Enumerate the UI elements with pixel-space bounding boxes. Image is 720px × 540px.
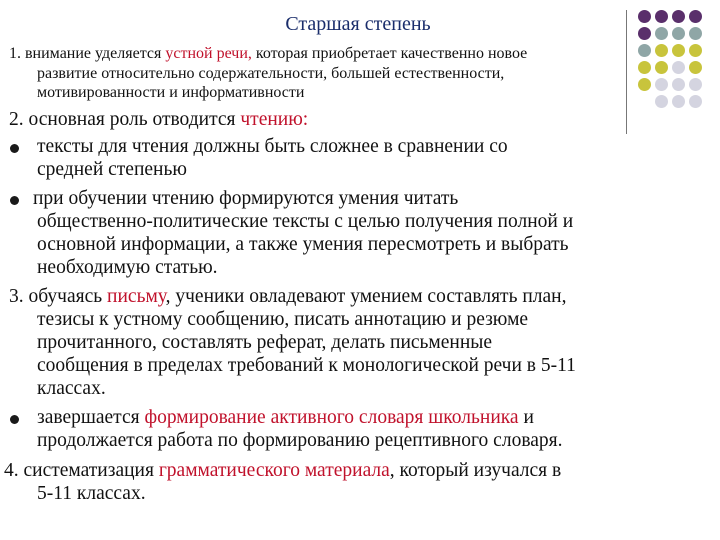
item-3-highlight: письму [107, 286, 166, 307]
decorative-dot [655, 61, 668, 74]
bullet-2-line-1: при обучении чтению формируются умения читать [33, 188, 459, 209]
item-1-rest: которая приобретает качественно новое [251, 45, 528, 62]
bullet-2-line-2: общественно-политические тексты с целью получения полной и [37, 211, 574, 232]
bullet-3-line-2: продолжается работа по формированию рецептивного словаря. [37, 430, 563, 451]
bullet-icon [10, 415, 19, 424]
item-4-text: 4. систематизация [4, 460, 159, 481]
decorative-dot [638, 61, 651, 74]
decorative-dot [672, 27, 685, 40]
item-3-line-1 [9, 285, 566, 308]
item-2-highlight: чтению: [240, 109, 309, 130]
item-3-rest: , ученики овладевают умением составлять план, [165, 286, 567, 307]
decorative-dot [689, 44, 702, 57]
decorative-dot [672, 61, 685, 74]
item-3-text: 3. обучаясь [9, 286, 108, 307]
item-4-line-2: 5-11 классах. [37, 483, 146, 504]
decorative-dot [672, 78, 685, 91]
item-1-line-3: мотивированности и информативности [37, 84, 305, 101]
bullet-3-pre: завершается [37, 407, 145, 428]
decorative-dot [655, 10, 668, 23]
item-1-highlight: устной речи, [165, 45, 252, 62]
item-4-highlight: грамматического материала [158, 460, 390, 481]
decorative-dot [689, 27, 702, 40]
bullet-2-line-3: основной информации, а также умения пересмотреть и выбрать [37, 234, 569, 255]
item-3-line-4: сообщения в пределах требований к монологической речи в 5-11 [37, 355, 576, 376]
decorative-dot [655, 44, 668, 57]
item-2-line-1 [9, 108, 308, 131]
decorative-dot [689, 78, 702, 91]
bullet-1-line-1: тексты для чтения должны быть сложнее в сравнении со [37, 136, 508, 157]
bullet-3-highlight: формирование активного словаря школьника [144, 407, 519, 428]
decorative-dot [689, 95, 702, 108]
decorative-dot [672, 10, 685, 23]
decorative-dot [638, 27, 651, 40]
decorative-dot [689, 61, 702, 74]
decorative-divider [626, 10, 627, 134]
item-4-rest: , который изучался в [389, 460, 562, 481]
bullet-3-rest: и [518, 407, 534, 428]
decorative-dot [638, 10, 651, 23]
decorative-dot [655, 95, 668, 108]
bullet-icon [10, 144, 19, 153]
item-2-text: 2. основная роль отводится [9, 109, 241, 130]
item-3-line-2: тезисы к устному сообщению, писать аннотацию и резюме [37, 309, 529, 330]
decorative-dot [655, 78, 668, 91]
item-3-line-3: прочитанного, составлять реферат, делать письменные [37, 332, 493, 353]
item-4-line-1 [4, 459, 561, 482]
decorative-dot [638, 44, 651, 57]
bullet-icon [10, 196, 19, 205]
slide-title: Старшая степень [285, 13, 431, 35]
decorative-dot [655, 27, 668, 40]
decorative-dot [672, 44, 685, 57]
bullet-1-line-2: средней степенью [37, 159, 187, 180]
decorative-dot [638, 78, 651, 91]
item-3-line-5: классах. [37, 378, 106, 399]
bullet-2-line-4: необходимую статью. [37, 257, 218, 278]
item-1-line-2: развитие относительно содержательности, большей естественности, [37, 65, 505, 82]
decorative-dot [672, 95, 685, 108]
item-1-line-1 [9, 45, 527, 63]
decorative-dot [689, 10, 702, 23]
bullet-3-line-1 [37, 406, 534, 429]
item-1-number-text: 1. внимание уделяется [9, 45, 166, 62]
